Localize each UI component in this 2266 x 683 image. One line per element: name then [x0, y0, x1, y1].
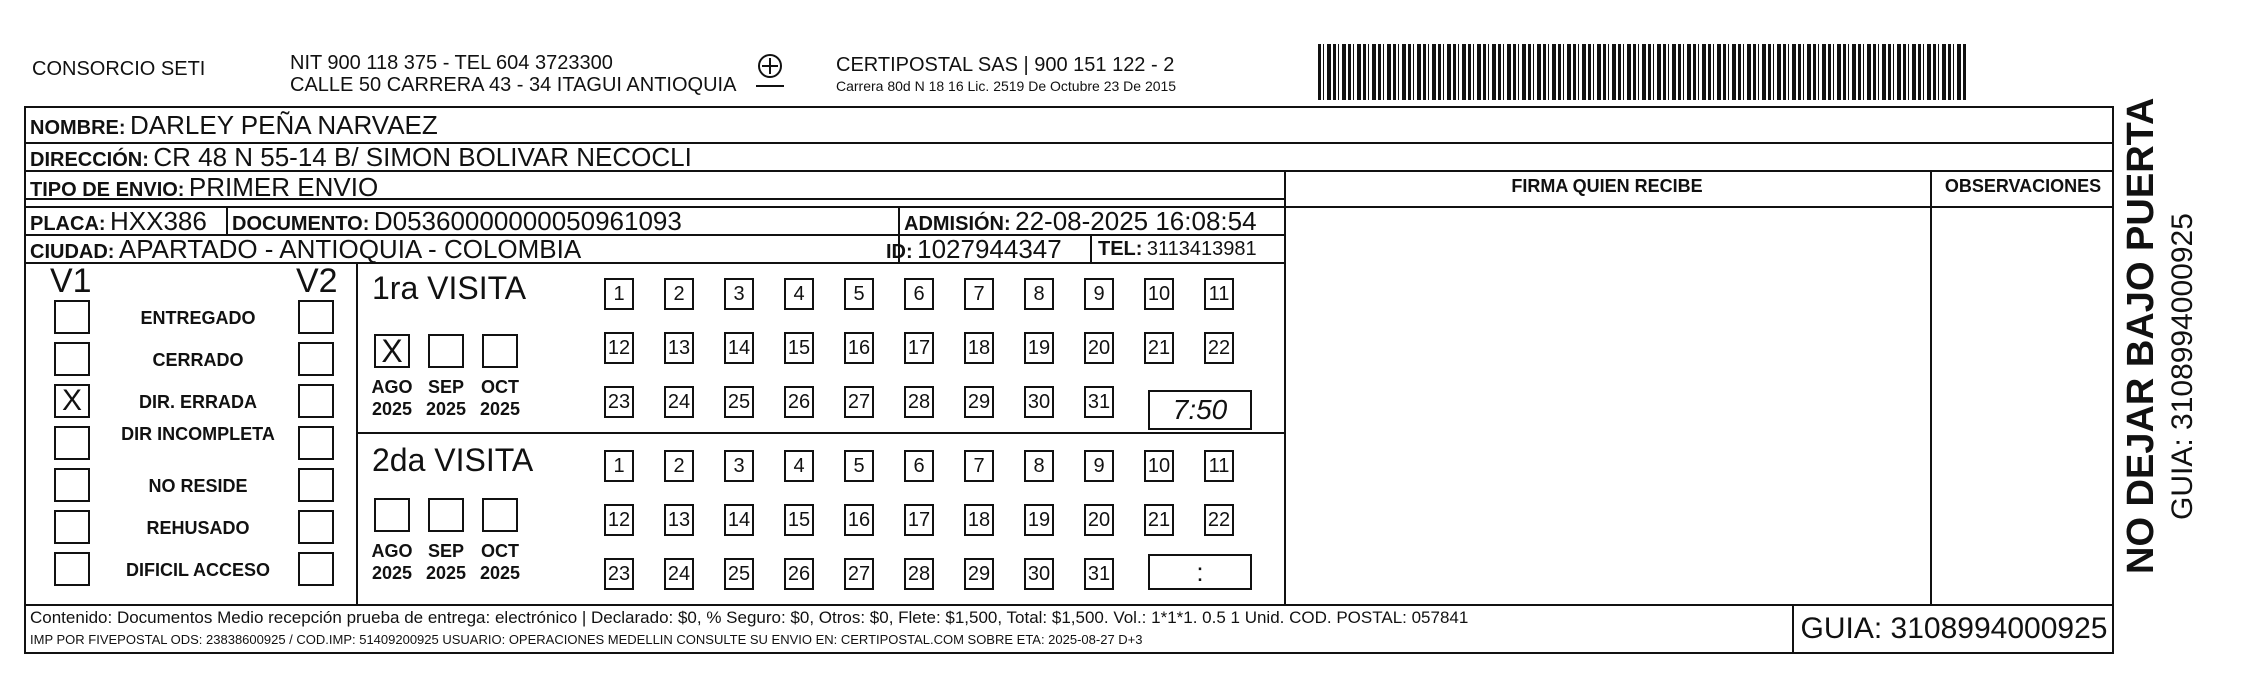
observaciones-header: OBSERVACIONES — [1944, 176, 2102, 196]
v1-checkbox[interactable] — [54, 300, 90, 334]
v2-checkbox[interactable] — [298, 510, 334, 544]
day-cell[interactable]: 6 — [904, 450, 934, 482]
day-cell[interactable]: 9 — [1084, 450, 1114, 482]
day-cell[interactable]: 16 — [844, 332, 874, 364]
v1-checkbox[interactable]: X — [54, 384, 90, 418]
day-cell[interactable]: 19 — [1024, 332, 1054, 364]
day-cell[interactable]: 22 — [1204, 332, 1234, 364]
company-name: CONSORCIO SETI — [32, 58, 206, 80]
month-checkbox[interactable] — [428, 334, 464, 368]
month-label: AGO 2025 — [371, 541, 413, 583]
day-cell[interactable]: 26 — [784, 558, 814, 590]
time-first-visit[interactable]: 7:50 — [1148, 390, 1252, 430]
documento-value: D05360000000050961093 — [373, 206, 682, 236]
first-visit-title: 1ra VISITA — [372, 270, 527, 306]
day-cell[interactable]: 23 — [604, 386, 634, 418]
day-cell[interactable]: 3 — [724, 278, 754, 310]
day-cell[interactable]: 4 — [784, 278, 814, 310]
tel-label: TEL: — [1098, 238, 1143, 260]
day-cell[interactable]: 18 — [964, 332, 994, 364]
day-cell[interactable]: 21 — [1144, 504, 1174, 536]
notice-under-door: NO DEJAR BAJO PUERTA — [2120, 97, 2162, 574]
barcode — [1318, 44, 1968, 100]
day-cell[interactable]: 24 — [664, 386, 694, 418]
day-cell[interactable]: 22 — [1204, 504, 1234, 536]
admision-value: 22-08-2025 16:08:54 — [1015, 206, 1257, 236]
day-cell[interactable]: 4 — [784, 450, 814, 482]
day-cell[interactable]: 17 — [904, 332, 934, 364]
v1-label: V1 — [50, 262, 92, 300]
nombre-label: NOMBRE: — [30, 117, 126, 139]
placa-value: HXX386 — [110, 206, 207, 236]
day-cell[interactable]: 31 — [1084, 558, 1114, 590]
day-cell[interactable]: 28 — [904, 558, 934, 590]
status-option-label: NO RESIDE — [148, 476, 248, 496]
footer-imp: IMP POR FIVEPOSTAL ODS: 23838600925 / COD.IMP: 51409200925 USUARIO: OPERACIONES MEDELLIN CONSULTE SU ENVIO EN: CERTIPOSTAL.COM SOBRE ETA: 2025-08-27 D+3 — [30, 632, 1143, 647]
status-option-label: ENTREGADO — [140, 308, 256, 328]
day-cell[interactable]: 5 — [844, 278, 874, 310]
month-label: OCT 2025 — [479, 541, 521, 583]
v2-checkbox[interactable] — [298, 426, 334, 460]
id-label: ID: — [886, 241, 913, 263]
v1-checkbox[interactable] — [54, 426, 90, 460]
day-cell[interactable]: 11 — [1204, 278, 1234, 310]
direccion-value: CR 48 N 55-14 B/ SIMON BOLIVAR NECOCLI — [153, 142, 692, 172]
month-label: AGO 2025 — [371, 377, 413, 419]
day-cell[interactable]: 29 — [964, 386, 994, 418]
tipo-envio-label: TIPO DE ENVIO: — [30, 179, 185, 201]
day-cell[interactable]: 26 — [784, 386, 814, 418]
day-cell[interactable]: 1 — [604, 450, 634, 482]
day-cell[interactable]: 1 — [604, 278, 634, 310]
tipo-envio-value: PRIMER ENVIO — [188, 172, 379, 202]
admision-label: ADMISIÓN: — [904, 213, 1011, 235]
direccion-label: DIRECCIÓN: — [30, 149, 149, 171]
ciudad-label: CIUDAD: — [30, 241, 115, 263]
day-cell[interactable]: 31 — [1084, 386, 1114, 418]
v2-checkbox[interactable] — [298, 384, 334, 418]
month-checkbox[interactable] — [428, 498, 464, 532]
month-checkbox[interactable] — [482, 498, 518, 532]
day-cell[interactable]: 9 — [1084, 278, 1114, 310]
v2-checkbox[interactable] — [298, 342, 334, 376]
day-cell[interactable]: 20 — [1084, 504, 1114, 536]
day-cell[interactable]: 14 — [724, 504, 754, 536]
status-option-label: DIFICIL ACCESO — [125, 560, 270, 580]
day-cell[interactable]: 17 — [904, 504, 934, 536]
company-address: CALLE 50 CARRERA 43 - 34 ITAGUI ANTIOQUIA — [290, 74, 737, 96]
day-cell[interactable]: 20 — [1084, 332, 1114, 364]
day-cell[interactable]: 6 — [904, 278, 934, 310]
month-label: SEP 2025 — [425, 541, 467, 583]
day-cell[interactable]: 13 — [664, 504, 694, 536]
day-cell[interactable]: 8 — [1024, 278, 1054, 310]
v2-checkbox[interactable] — [298, 552, 334, 586]
status-option-label: REHUSADO — [146, 518, 250, 538]
day-cell[interactable]: 14 — [724, 332, 754, 364]
day-cell[interactable]: 15 — [784, 504, 814, 536]
side-guia: GUIA: 3108994000925 — [2166, 213, 2199, 520]
placa-label: PLACA: — [30, 213, 106, 235]
nit-tel: NIT 900 118 375 - TEL 604 3723300 — [290, 52, 613, 74]
id-value: 1027944347 — [917, 234, 1062, 264]
tel-value: 3113413981 — [1146, 238, 1257, 260]
documento-label: DOCUMENTO: — [232, 213, 370, 235]
nombre-value: DARLEY PEÑA NARVAEZ — [130, 110, 438, 140]
day-cell[interactable]: 21 — [1144, 332, 1174, 364]
postal-logo-icon — [752, 52, 788, 92]
day-cell[interactable]: 27 — [844, 386, 874, 418]
day-cell[interactable]: 13 — [664, 332, 694, 364]
day-cell[interactable]: 28 — [904, 386, 934, 418]
certipostal-license: Carrera 80d N 18 16 Lic. 2519 De Octubre 23 De 2015 — [836, 78, 1177, 94]
day-cell[interactable]: 11 — [1204, 450, 1234, 482]
day-cell[interactable]: 25 — [724, 558, 754, 590]
day-cell[interactable]: 5 — [844, 450, 874, 482]
day-cell[interactable]: 25 — [724, 386, 754, 418]
v1-checkbox[interactable] — [54, 342, 90, 376]
status-option-label: DIR. ERRADA — [138, 392, 257, 412]
day-cell[interactable]: 2 — [664, 278, 694, 310]
time-second-visit[interactable]: : — [1148, 554, 1252, 590]
day-cell[interactable]: 29 — [964, 558, 994, 590]
day-cell[interactable]: 12 — [604, 332, 634, 364]
day-cell[interactable]: 19 — [1024, 504, 1054, 536]
second-visit-title: 2da VISITA — [372, 442, 534, 478]
footer-content: Contenido: Documentos Medio recepción prueba de entrega: electrónico | Declarado: $0, % Seguro: $0, Otros: $0, Flete: $1,500, Total: $1,500. Vol.: 1*1*1. 0.5 1 Unid. COD. POSTAL: 057841 — [30, 608, 1469, 627]
status-option-label: DIR INCOMPLETA — [121, 424, 275, 444]
v2-checkbox[interactable] — [298, 468, 334, 502]
day-cell[interactable]: 30 — [1024, 386, 1054, 418]
ciudad-value: APARTADO - ANTIOQUIA - COLOMBIA — [118, 234, 582, 264]
day-cell[interactable]: 27 — [844, 558, 874, 590]
v2-checkbox[interactable] — [298, 300, 334, 334]
day-cell[interactable]: 2 — [664, 450, 694, 482]
day-cell[interactable]: 15 — [784, 332, 814, 364]
footer-guia: GUIA: 3108994000925 — [1800, 612, 2108, 645]
month-checkbox[interactable]: X — [374, 334, 410, 368]
day-cell[interactable]: 24 — [664, 558, 694, 590]
day-cell[interactable]: 7 — [964, 450, 994, 482]
month-label: SEP 2025 — [425, 377, 467, 419]
day-cell[interactable]: 7 — [964, 278, 994, 310]
certipostal-name: CERTIPOSTAL SAS | 900 151 122 - 2 — [836, 54, 1175, 76]
month-checkbox[interactable] — [482, 334, 518, 368]
firma-header: FIRMA QUIEN RECIBE — [1511, 176, 1703, 196]
v1-checkbox[interactable] — [54, 552, 90, 586]
day-cell[interactable]: 16 — [844, 504, 874, 536]
day-cell[interactable]: 18 — [964, 504, 994, 536]
day-cell[interactable]: 3 — [724, 450, 754, 482]
v2-label: V2 — [296, 262, 338, 300]
day-cell[interactable]: 10 — [1144, 450, 1174, 482]
day-cell[interactable]: 8 — [1024, 450, 1054, 482]
v1-checkbox[interactable] — [54, 468, 90, 502]
status-option-label: CERRADO — [152, 350, 244, 370]
day-cell[interactable]: 23 — [604, 558, 634, 590]
month-checkbox[interactable] — [374, 498, 410, 532]
v1-checkbox[interactable] — [54, 510, 90, 544]
day-cell[interactable]: 12 — [604, 504, 634, 536]
month-label: OCT 2025 — [479, 377, 521, 419]
day-cell[interactable]: 30 — [1024, 558, 1054, 590]
day-cell[interactable]: 10 — [1144, 278, 1174, 310]
